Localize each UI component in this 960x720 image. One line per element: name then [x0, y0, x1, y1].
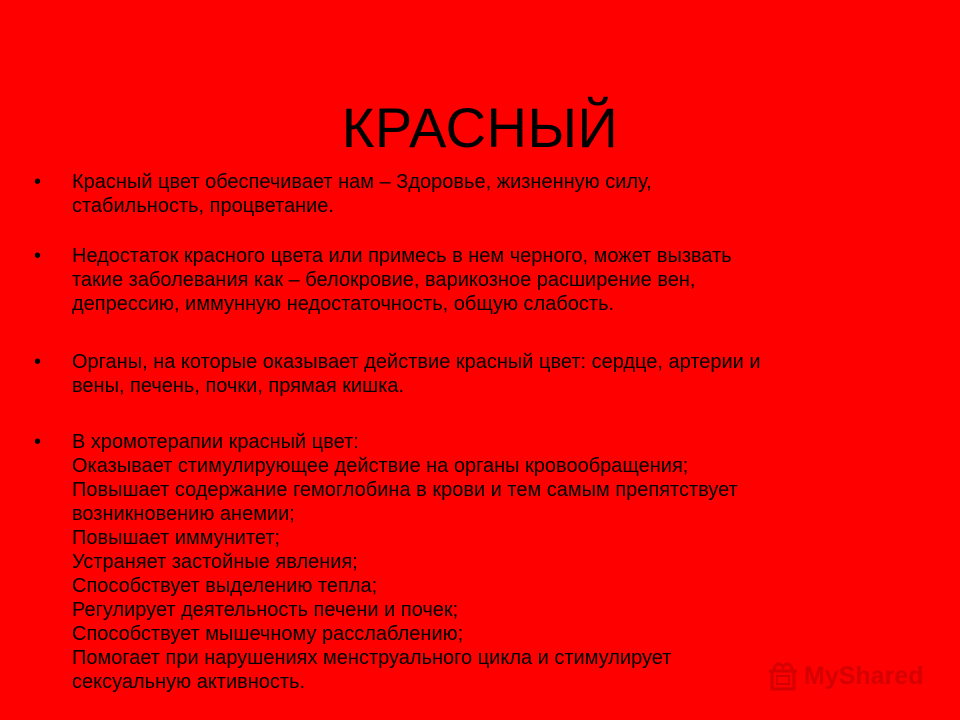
bullet-line: Способствует мышечному расслаблению;	[72, 623, 464, 645]
myshared-logo-icon	[766, 659, 800, 693]
bullet-dot: •	[34, 431, 42, 453]
bullet-text	[72, 430, 920, 694]
bullet-item	[30, 170, 920, 218]
watermark-text: MyShared	[804, 661, 924, 690]
bullet-line: вены, печень, почки, прямая кишка.	[72, 375, 405, 397]
bullet-line: В хромотерапии красный цвет:	[72, 431, 359, 453]
bullet-line: Красный цвет обеспечивает нам – Здоровье, жизненную силу,	[72, 171, 652, 193]
bullet-line: стабильность, процветание.	[72, 195, 334, 217]
bullet-line: сексуальную активность.	[72, 671, 306, 693]
bullet-line: Недостаток красного цвета или примесь в нем черного, может вызвать	[72, 245, 732, 267]
bullet-item	[30, 430, 920, 694]
bullet-dot: •	[34, 351, 42, 373]
bullet-text	[72, 244, 920, 316]
bullet-dot: •	[34, 171, 42, 193]
myshared-watermark[interactable]	[766, 656, 923, 696]
bullet-list	[30, 170, 920, 694]
bullet-line: Органы, на которые оказывает действие красный цвет: сердце, артерии и	[72, 351, 761, 373]
bullet-line: возникновению анемии;	[72, 503, 295, 525]
bullet-line: Повышает иммунитет;	[72, 527, 281, 549]
bullet-line: Регулирует деятельность печени и почек;	[72, 599, 459, 621]
bullet-line: Повышает содержание гемоглобина в крови и тем самым препятствует	[72, 479, 738, 501]
bullet-text	[72, 170, 920, 218]
bullet-item	[30, 350, 920, 398]
bullet-text	[72, 350, 920, 398]
bullet-line: Устраняет застойные явления;	[72, 551, 358, 573]
bullet-line: Помогает при нарушениях менструального цикла и стимулирует	[72, 647, 672, 669]
bullet-item	[30, 244, 920, 316]
bullet-line: такие заболевания как – белокровие, варикозное расширение вен,	[72, 269, 696, 291]
bullet-line: Оказывает стимулирующее действие на органы кровообращения;	[72, 455, 689, 477]
bullet-line: Способствует выделению тепла;	[72, 575, 378, 597]
bullet-line: депрессию, иммунную недостаточность, общую слабость.	[72, 293, 615, 315]
slide-title: КРАСНЫЙ	[341, 95, 619, 159]
bullet-dot: •	[34, 245, 42, 267]
